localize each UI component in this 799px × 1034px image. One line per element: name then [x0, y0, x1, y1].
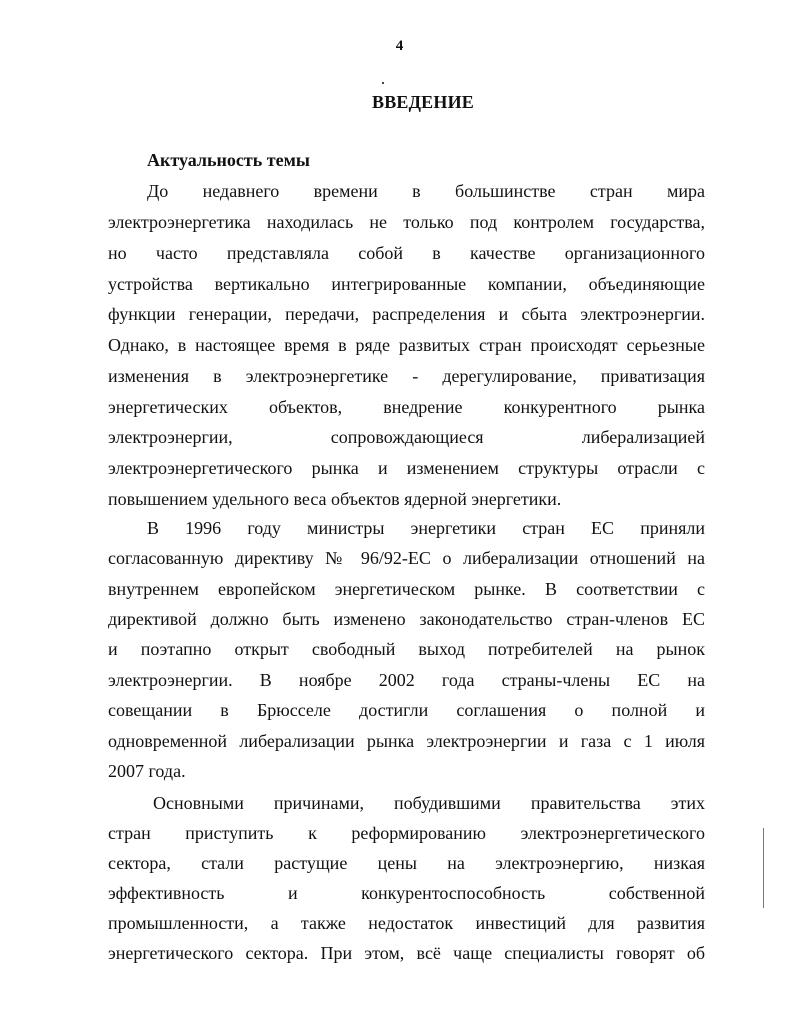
text-line: стран приступить к реформированию электроэнергетического: [108, 823, 705, 843]
text-line: электроэнергии. В ноябре 2002 года страны-члены ЕС на: [108, 670, 705, 690]
text-line: энергетических объектов, внедрение конкурентного рынка: [108, 397, 705, 417]
subsection-heading: Актуальность темы: [147, 150, 310, 170]
scan-margin-line: [763, 828, 764, 908]
text-line: функции генерации, передачи, распределения и сбыта электроэнергии.: [108, 304, 705, 324]
text-line: промышленности, а также недостаток инвестиций для развития: [108, 913, 705, 933]
text-line: согласованную директиву № 96/92-ЕС о либерализации отношений на: [108, 548, 705, 568]
text-line: Основными причинами, побудившими правительства этих: [153, 793, 705, 813]
page-number: 4: [395, 38, 404, 54]
text-line: внутреннем европейском энергетическом рынке. В соответствии с: [108, 579, 705, 599]
text-line: Однако, в настоящее время в ряде развитых стран происходят серьезные: [108, 335, 705, 355]
text-line: электроэнергетического рынка и изменением структуры отрасли с: [108, 458, 705, 478]
text-line: До недавнего времени в большинстве стран мира: [147, 181, 705, 201]
text-line: но часто представляла собой в качестве организационного: [108, 243, 705, 263]
text-line: директивой должно быть изменено законодательство стран-членов ЕС: [108, 609, 705, 629]
text-line: сектора, стали растущие цены на электроэнергию, низкая: [108, 853, 705, 873]
text-line: изменения в электроэнергетике - дерегулирование, приватизация: [108, 366, 705, 386]
text-line: энергетического сектора. При этом, всё чаще специалисты говорят об: [108, 943, 705, 963]
text-line: устройства вертикально интегрированные компании, объединяющие: [108, 274, 705, 294]
text-line: совещании в Брюсселе достигли соглашения о полной и: [108, 700, 705, 720]
section-heading: ВВЕДЕНИЕ: [371, 92, 474, 112]
text-line: электроэнергетика находилась не только под контролем государства,: [108, 212, 705, 232]
scan-dot: [382, 82, 384, 84]
text-line: электроэнергии, сопровождающиеся либерализацией: [108, 427, 705, 447]
text-line: одновременной либерализации рынка электроэнергии и газа с 1 июля: [108, 731, 705, 751]
text-line: В 1996 году министры энергетики стран ЕС приняли: [147, 518, 705, 538]
text-line: 2007 года.: [108, 761, 186, 781]
text-line: повышением удельного веса объектов ядерной энергетики.: [108, 489, 562, 509]
text-line: и поэтапно открыт свободный выход потребителей на рынок: [108, 639, 705, 659]
text-line: эффективность и конкурентоспособность собственной: [108, 883, 705, 903]
